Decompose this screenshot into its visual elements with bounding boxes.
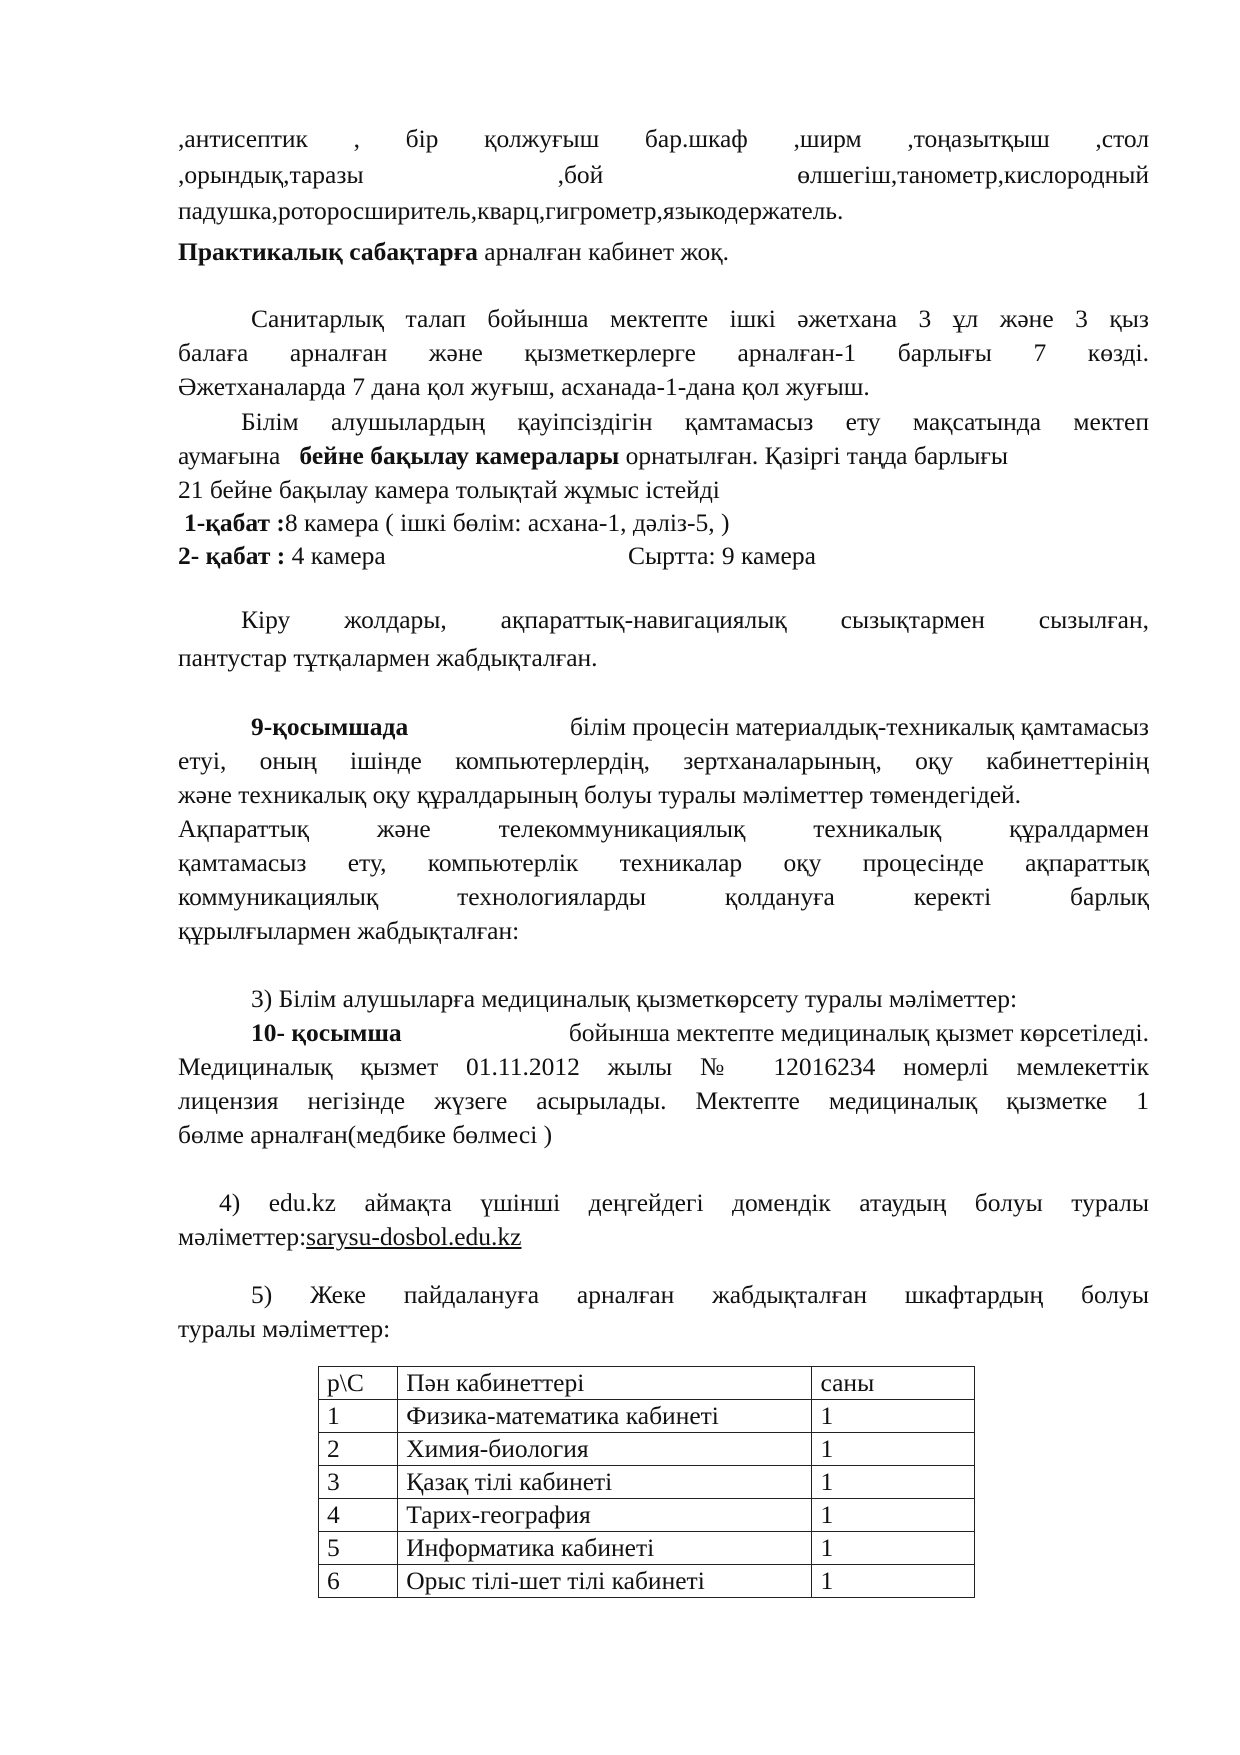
appendix-9-line-3: және техникалық оқу құралдарының болуы туралы мәліметтер төмендегідей. [178, 780, 1022, 809]
medical-line-3: Медициналық қызмет 01.11.2012 жылы № 12016234 номерлі мемлекеттік [178, 1052, 1149, 1081]
cabinets-heading-line-2: туралы мәліметтер: [178, 1314, 391, 1343]
table-row: 4 Тарих-география 1 [319, 1499, 975, 1532]
medical-line-4: лицензия негізінде жүзеге асырылады. Мектепте медициналық қызметке 1 [178, 1086, 1149, 1115]
medical-heading: 3) Білім алушыларға медициналық қызметкөрсету туралы мәліметтер: [251, 984, 1018, 1013]
header-count: саны [812, 1367, 975, 1400]
sanitary-line-3: Әжетханаларда 7 дана қол жуғыш, асханада-1-дана қол жуғыш. [178, 372, 870, 401]
floor-2-cameras: 2- қабат : 4 камера [178, 541, 386, 570]
equipment-line-2: ,орындық,таразы ,бой өлшегіш,танометр,кислородный [178, 160, 1149, 189]
appendix-9-line-5: қамтамасыз ету, компьютерлік техникалар оқу процесінде ақпараттық [178, 848, 1149, 877]
outside-cameras: Сыртта: 9 камера [628, 541, 816, 570]
security-line-3: 21 бейне бақылау камера толықтай жұмыс істейді [178, 475, 720, 504]
cabinets-heading-line-1: 5) Жеке пайдалануға арналған жабдықталған шкафтардың болуы [251, 1280, 1149, 1309]
domain-link[interactable]: sarysu-dosbol.edu.kz [306, 1222, 522, 1251]
security-line-1: Білім алушылардың қауіпсіздігін қамтамасыз ету мақсатында мектеп [241, 407, 1149, 436]
entrance-line-1: Кіру жолдары, ақпараттық-навигациялық сызықтармен сызылған, [241, 605, 1149, 634]
domain-line-2: мәліметтер:sarysu-dosbol.edu.kz [178, 1222, 522, 1251]
entrance-line-2: пантустар тұтқалармен жабдықталған. [178, 643, 598, 672]
table-row: 5 Информатика кабинеті 1 [319, 1532, 975, 1565]
medical-line-5: бөлме арналған(медбике бөлмесі ) [178, 1120, 553, 1149]
cabinets-table [318, 1366, 975, 1598]
appendix-9-line-1: 9-қосымшада білім процесін материалдық-техникалық қамтамасыз [251, 712, 1149, 741]
sanitary-line-2: балаға арналған және қызметкерлерге арналған-1 барлығы 7 көзді. [178, 338, 1149, 367]
practice-room-line: Практикалық сабақтарға арналған кабинет жоқ. [178, 237, 729, 266]
table-row: 1 Физика-математика кабинеті 1 [319, 1400, 975, 1433]
equipment-line-3: падушка,роторосширитель,кварц,гигрометр,языкодержатель. [178, 196, 844, 225]
appendix-9-line-2: етуі, оның ішінде компьютерлердің, зертханаларының, оқу кабинеттерінің [178, 746, 1149, 775]
floor-1-cameras: 1-қабат :8 камера ( ішкі бөлім: асхана-1, дәліз-5, ) [184, 508, 730, 537]
table-header-row [319, 1367, 975, 1400]
table-row: 6 Орыс тілі-шет тілі кабинеті 1 [319, 1565, 975, 1598]
appendix-9-line-6: коммуникациялық технологияларды қолдануға керекті барлық [178, 882, 1149, 911]
sanitary-line-1: Санитарлық талап бойынша мектепте ішкі әжетхана 3 ұл және 3 қыз [251, 304, 1149, 333]
header-subject-cabinets: Пән кабинеттері [398, 1367, 812, 1400]
equipment-line-1: ,антисептик , бір қолжуғыш бар.шкаф ,ширм ,тоңазытқыш ,стол [178, 124, 1150, 153]
table-row: 2 Химия-биология 1 [319, 1433, 975, 1466]
medical-line-2: 10- қосымша бойынша мектепте медициналық қызмет көрсетіледі. [251, 1018, 1149, 1047]
header-number: р\С [319, 1367, 398, 1400]
appendix-9-line-7: құрылғылармен жабдықталған: [178, 916, 520, 945]
security-line-2: аумағына бейне бақылау камералары орнатылған. Қазіргі таңда барлығы [178, 441, 1009, 470]
appendix-9-line-4: Ақпараттық және телекоммуникациялық техникалық құралдармен [178, 814, 1149, 843]
table-row: 3 Қазақ тілі кабинеті 1 [319, 1466, 975, 1499]
domain-line-1: 4) edu.kz аймақта үшінші деңгейдегі домендік атаудың болуы туралы [219, 1188, 1149, 1217]
